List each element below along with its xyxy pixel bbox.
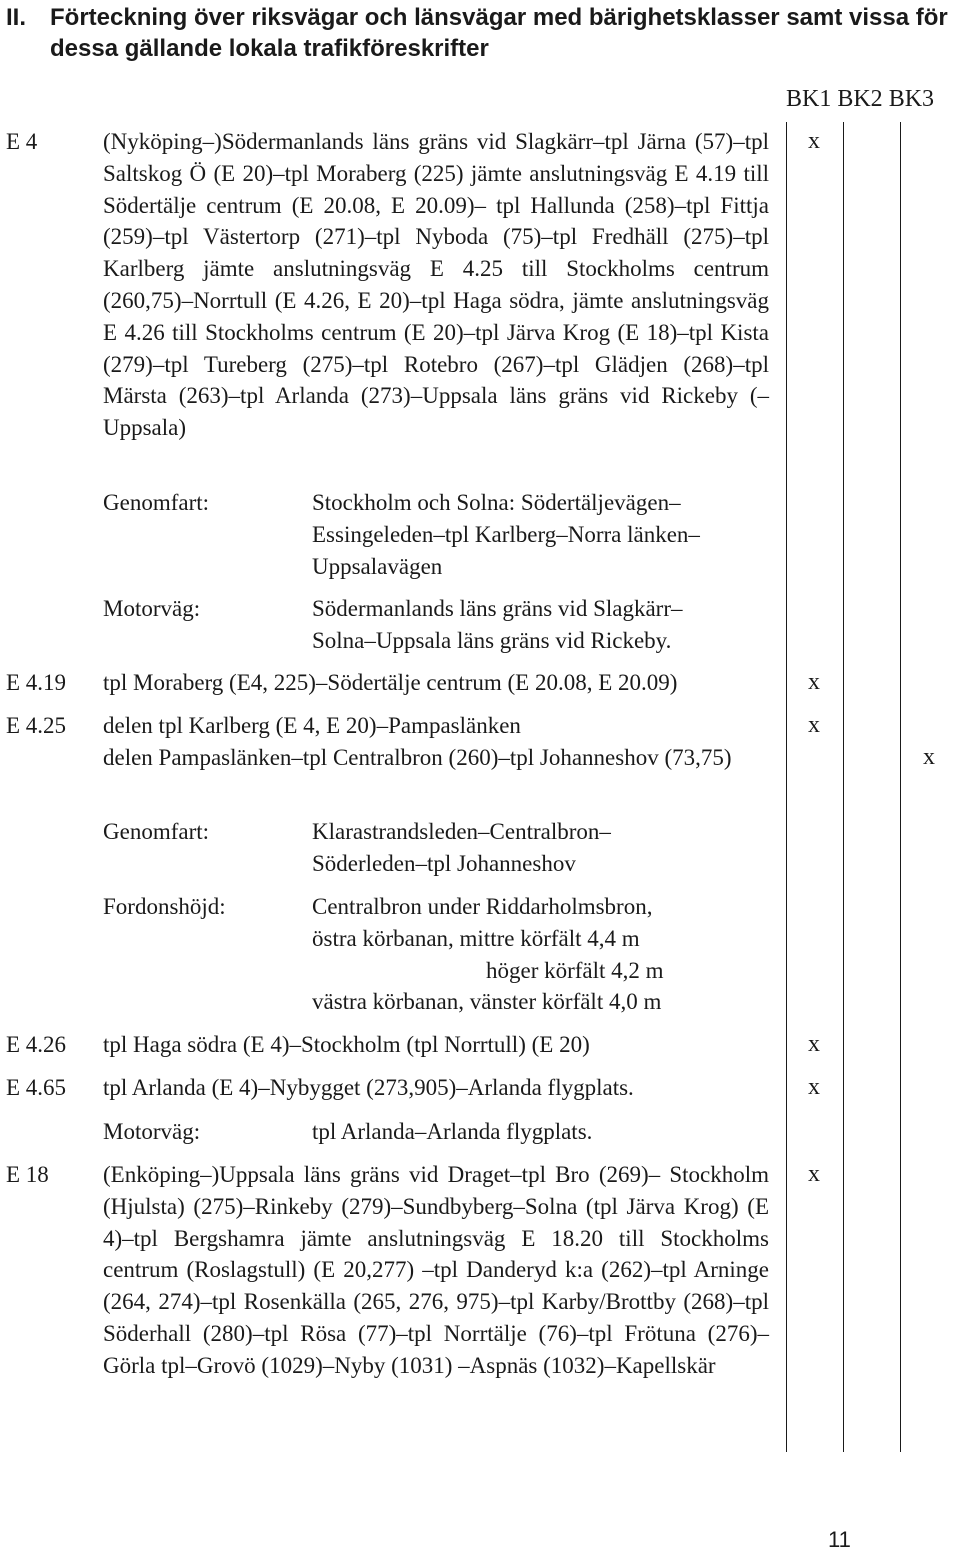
note-line: höger körfält 4,2 m [486, 957, 664, 983]
note-line: Essingeleden–tpl Karlberg–Norra länken– [312, 521, 700, 547]
note-line: Klarastrandsleden–Centralbron– [312, 819, 611, 844]
note-value [312, 1116, 772, 1148]
column-header-bk3: BK3 [888, 86, 935, 112]
road-id: E 4 [6, 129, 38, 154]
road-description-part: delen tpl Karlberg (E 4, E 20)–Pampaslänken [103, 713, 521, 738]
note-label: Fordonshöjd: [103, 894, 226, 919]
heading-line-2: dessa gällande lokala trafikföreskrifter [50, 35, 489, 62]
section-heading [6, 2, 956, 64]
road-description: (Nyköping–)Södermanlands läns gräns vid Slagkärr–tpl Järna (57)–tpl Saltskog Ö (E 20)–tpl Moraberg (225) jämte anslutningsväg E 4.19 till Södertälje centrum (E 20.08, E 20.09)– tpl Hallunda (258)–tpl Fittja (259)–tpl Västertorp (271)–tpl Nyboda (75)–tpl Fredhäll (275)–tpl Karlberg jämte anslutningsväg E 4.25 till Stockholms centrum (260,75)–Norrtull (E 4.26, E 20)–tpl Haga södra, jämte anslutningsväg E 4.26 till Stockholms centrum (E 20)–tpl Järva Krog (E 18)–tpl Kista (279)–tpl Tureberg (275)–tpl Rotebro (267)–tpl Glädjen (268)–tpl Märsta (263)–tpl Arlanda (273)–Uppsala läns gräns vid Rickeby (–Uppsala) [103, 129, 769, 441]
bk1-mark: x [808, 1074, 820, 1100]
note-line: Uppsalavägen [312, 553, 443, 579]
road-description: tpl Haga södra (E 4)–Stockholm (tpl Norrtull) (E 20) [103, 1032, 590, 1057]
note-label: Genomfart: [103, 490, 210, 515]
note-value [312, 891, 772, 1018]
column-rule-bk2 [843, 122, 844, 1452]
road-id: E 4.26 [6, 1032, 67, 1057]
note-line: Solna–Uppsala läns gräns vid Rickeby. [312, 627, 672, 653]
road-description: tpl Arlanda (E 4)–Nybygget (273,905)–Arlanda flygplats. [103, 1075, 634, 1100]
note-line: västra körbanan, vänster körfält 4,0 m [312, 989, 662, 1015]
road-description [103, 710, 769, 774]
bk1-mark: x [808, 128, 820, 154]
note-line: Stockholm och Solna: Södertäljevägen– [312, 490, 681, 515]
road-id: E 18 [6, 1162, 49, 1187]
column-header-bk1: BK1 [786, 86, 832, 112]
column-rule-bk1 [786, 122, 787, 1452]
road-id: E 4.19 [6, 670, 67, 695]
column-rule-bk3 [900, 122, 901, 1452]
road-id: E 4.25 [6, 713, 67, 738]
note-line: östra körbanan, mittre körfält 4,4 m [312, 925, 640, 951]
note-label: Motorväg: [103, 1119, 201, 1144]
bk1-mark: x [808, 1161, 820, 1187]
section-number: II. [6, 4, 27, 31]
road-description: tpl Moraberg (E4, 225)–Södertälje centrum (E 20.08, E 20.09) [103, 670, 678, 695]
note-line: Centralbron under Riddarholmsbron, [312, 894, 653, 919]
road-description: (Enköping–)Uppsala läns gräns vid Draget–tpl Bro (269)– Stockholm (Hjulsta) (275)–Rinkeby (279)–Sundbyberg–Solna (tpl Järva Krog) (E 4)–tpl Bergshamra jämte anslutningsväg E 18.20 till Stockholms centrum (Roslagstull) (E 20,277) –tpl Danderyd k:a (262)–tpl Arninge (264, 274)–tpl Rosenkälla (265, 276, 975)–tpl Karby/Brottby (268)–tpl Söderhall (280)–tpl Rösa (77)–tpl Norrtälje (76)–tpl Frötuna (276)–Görla tpl–Grovö (1029)–Nyby (1031) –Aspnäs (1032)–Kapellskär [103, 1162, 769, 1378]
note-value [312, 816, 772, 880]
bk3-mark: x [923, 744, 935, 770]
bk1-mark: x [808, 1031, 820, 1057]
bk1-mark: x [808, 712, 820, 738]
note-label: Motorväg: [103, 596, 201, 621]
note-line: Söderleden–tpl Johanneshov [312, 850, 576, 876]
bk1-mark: x [808, 669, 820, 695]
note-value [312, 593, 772, 657]
page-number: 11 [828, 1527, 851, 1552]
road-id: E 4.65 [6, 1075, 67, 1100]
column-header-bk2: BK2 [837, 86, 883, 112]
note-line: tpl Arlanda–Arlanda flygplats. [312, 1119, 593, 1144]
note-label: Genomfart: [103, 819, 210, 844]
bearing-class-header [786, 84, 960, 114]
note-line: Södermanlands läns gräns vid Slagkärr– [312, 596, 683, 621]
road-description-part: delen Pampaslänken–tpl Centralbron (260)–tpl Johanneshov (73,75) [103, 744, 732, 770]
heading-line-1: Förteckning över riksvägar och länsvägar med bärighetsklasser samt vissa för [50, 4, 948, 31]
note-value [312, 487, 772, 582]
